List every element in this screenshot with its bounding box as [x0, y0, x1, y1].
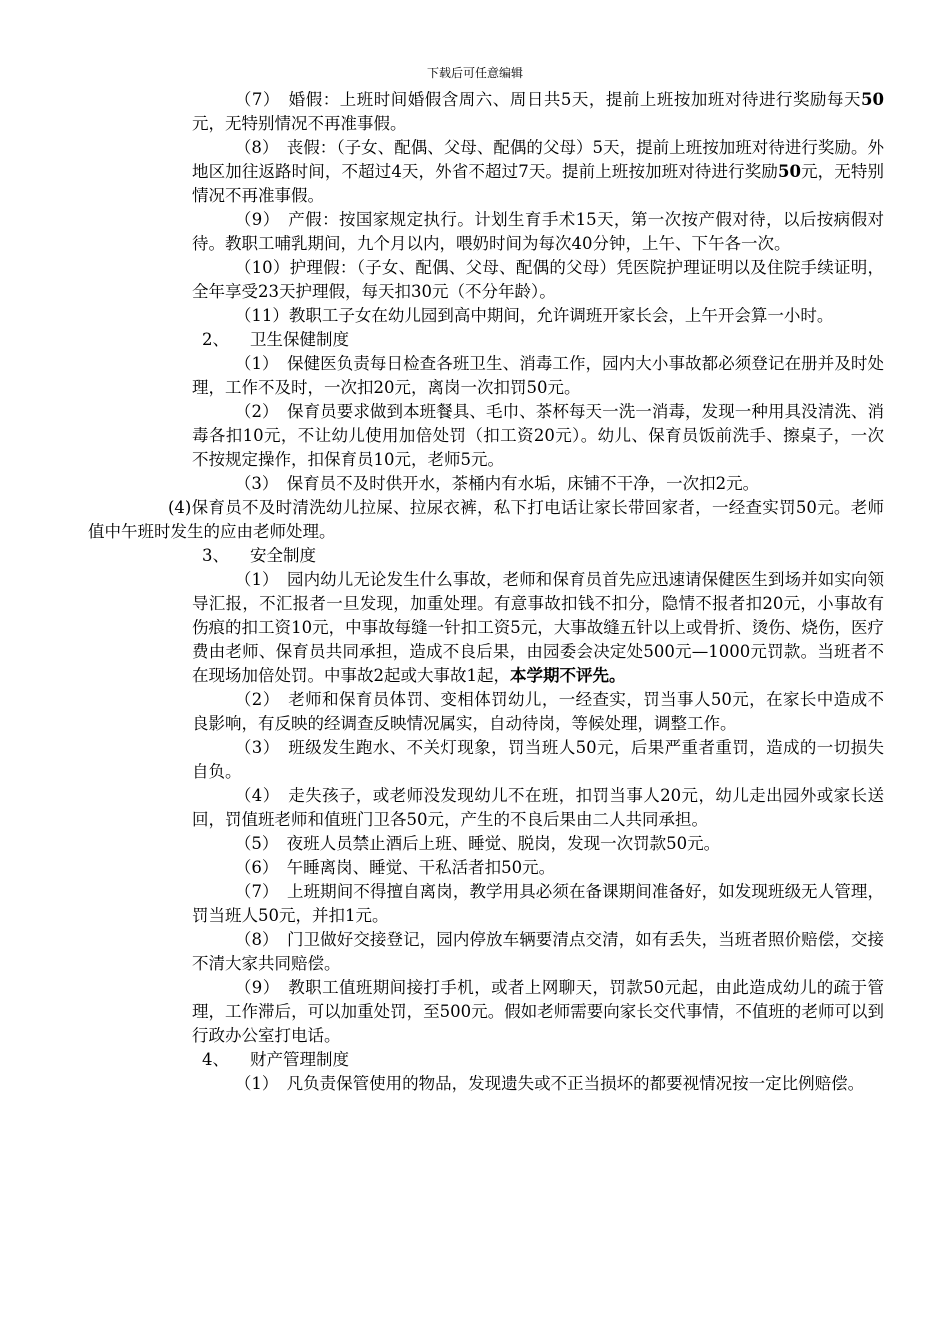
- paragraph-health-4: (4)保育员不及时清洗幼儿拉屎、拉尿衣裤，私下打电话让家长带回家者，一经查实罚50元。老师值中午班时发生的应由老师处理。: [88, 498, 884, 541]
- paragraph-safety-6: （6） 午睡离岗、睡觉、干私活者扣50元。: [234, 858, 556, 877]
- paragraph-safety-4: （4） 走失孩子，或老师没发现幼儿不在班，扣罚当事人20元，幼儿走出园外或家长送回，罚值班老师和值班门卫各50元，产生的不良后果由二人共同承担。: [192, 786, 884, 829]
- paragraph-safety-3: （3） 班级发生跑水、不关灯现象，罚当班人50元，后果严重者重罚，造成的一切损失自负。: [192, 738, 884, 781]
- section-heading-property: 4、 财产管理制度: [202, 1050, 349, 1069]
- paragraph-health-2: （2） 保育员要求做到本班餐具、毛巾、茶杯每天一洗一消毒，发现一种用具没清洗、消毒各扣10元，不让幼儿使用加倍处罚（扣工资20元）。幼儿、保育员饭前洗手、擦桌子，一次不按规定操作，扣保育员10元，老师5元。: [192, 402, 884, 469]
- paragraph-parent-meeting: （11）教职工子女在幼儿园到高中期间，允许调班开家长会，上午开会算一小时。: [234, 306, 834, 325]
- paragraph-safety-9: （9） 教职工值班期间接打手机，或者上网聊天，罚款50元起，由此造成幼儿的疏于管理，工作滞后，可以加重处罚，至500元。假如老师需要向家长交代事情，不值班的老师可以到行政办公室打电话。: [192, 978, 884, 1045]
- paragraph-safety-5: （5） 夜班人员禁止酒后上班、睡觉、脱岗，发现一次罚款50元。: [234, 834, 721, 853]
- paragraph-funeral-leave: （8） 丧假：（子女、配偶、父母、配偶的父母）5天，提前上班按加班对待进行奖励。外地区加往返路时间，不超过4天，外省不超过7天。提前上班按加班对待进行奖励50元，无特别情况不再准事假。: [192, 138, 885, 205]
- section-heading-safety: 3、 安全制度: [202, 546, 316, 565]
- paragraph-marriage-leave: （7） 婚假：上班时间婚假含周六、周日共5天，提前上班按加班对待进行奖励每天50元，无特别情况不再准事假。: [192, 90, 884, 133]
- document-body: [88, 88, 885, 1096]
- page-header: 下载后可任意编辑: [426, 66, 523, 80]
- paragraph-health-1: （1） 保健医负责每日检查各班卫生、消毒工作，园内大小事故都必须登记在册并及时处理，工作不及时，一次扣20元，离岗一次扣罚50元。: [192, 354, 884, 397]
- paragraph-safety-2: （2） 老师和保育员体罚、变相体罚幼儿，一经查实，罚当事人50元，在家长中造成不良影响，有反映的经调查反映情况属实，自动待岗，等候处理，调整工作。: [192, 690, 884, 733]
- paragraph-health-3: （3） 保育员不及时供开水，茶桶内有水垢，床铺不干净，一次扣2元。: [234, 474, 760, 493]
- paragraph-maternity-leave: （9） 产假：按国家规定执行。计划生育手术15天，第一次按产假对待，以后按病假对待。教职工哺乳期间，九个月以内，喂奶时间为每次40分钟，上午、下午各一次。: [192, 210, 884, 253]
- paragraph-property-1: （1） 凡负责保管使用的物品，发现遗失或不正当损坏的都要视情况按一定比例赔偿。: [234, 1074, 865, 1093]
- paragraph-nursing-leave: （10）护理假：（子女、配偶、父母、配偶的父母）凭医院护理证明以及住院手续证明，全年享受23天护理假，每天扣30元（不分年龄）。: [192, 258, 884, 301]
- paragraph-safety-7: （7） 上班期间不得擅自离岗，教学用具必须在备课期间准备好，如发现班级无人管理，罚当班人50元，并扣1元。: [192, 882, 884, 925]
- paragraph-safety-1: （1） 园内幼儿无论发生什么事故，老师和保育员首先应迅速请保健医生到场并如实向领导汇报，不汇报者一旦发现，加重处理。有意事故扣钱不扣分，隐情不报者扣20元，小事故有伤痕的扣工资10元，中事故每缝一针扣工资5元，大事故缝五针以上或骨折、烫伤、烧伤，医疗费由老师、保育员共同承担，造成不良后果，由园委会决定处500元—1000元罚款。当班者不在现场加倍处罚。中事故2起或大事故1起，本学期不评先。: [192, 570, 884, 685]
- paragraph-safety-8: （8） 门卫做好交接登记，园内停放车辆要清点交清，如有丢失，当班者照价赔偿，交接不清大家共同赔偿。: [192, 930, 884, 973]
- section-heading-health: 2、 卫生保健制度: [202, 330, 349, 349]
